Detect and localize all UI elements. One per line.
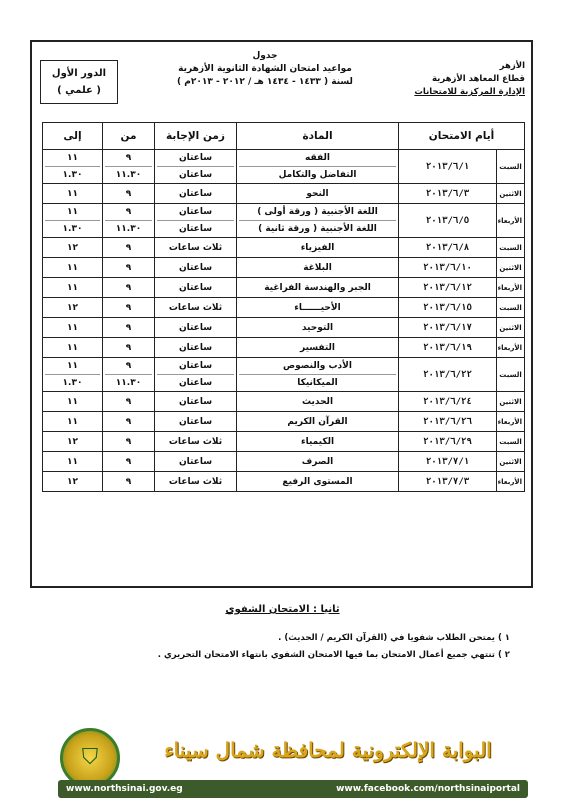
exam-date: ٢٠١٣/٦/١٠: [399, 258, 497, 278]
exam-end-time-cell: [43, 204, 103, 238]
exam-day: الأربعاء: [497, 472, 525, 492]
exam-start-time-cell: [103, 392, 155, 412]
exam-start-time-cell: [103, 150, 155, 184]
exam-duration: ساعتان: [157, 220, 234, 237]
exam-day: السبت: [497, 150, 525, 184]
oral-exam-title: ثانيا : الامتحان الشفوي: [225, 604, 340, 615]
exam-duration: ساعتان: [178, 361, 213, 371]
exam-duration-cell: [155, 258, 237, 278]
table-row: [43, 150, 525, 184]
north-sinai-emblem-icon: ⛉: [60, 728, 120, 788]
issuer-header: [375, 60, 525, 99]
exam-end-time-cell: [43, 412, 103, 432]
exam-duration-cell: [155, 298, 237, 318]
exam-subject: التفاضل والتكامل: [239, 166, 396, 183]
exam-start-time: ٩: [125, 476, 132, 487]
exam-duration: ثلاث ساعات: [168, 436, 223, 447]
exam-start-time: ٩: [125, 456, 132, 467]
exam-date: ٢٠١٣/٦/١٥: [399, 298, 497, 318]
exam-start-time: ٩: [125, 302, 132, 313]
exam-subject-cell: [237, 258, 399, 278]
exam-start-time: ١١.٣٠: [105, 166, 152, 183]
exam-end-time: ١١: [67, 456, 78, 467]
exam-start-time-cell: [103, 452, 155, 472]
exam-end-time: ١٢: [67, 302, 78, 313]
exam-start-time: ٩: [125, 188, 132, 199]
table-row: [43, 278, 525, 298]
portal-name: البوابة الإلكترونية لمحافظة شمال سيناء: [164, 738, 492, 762]
exam-start-time: ٩: [125, 361, 132, 371]
exam-start-time-cell: [103, 432, 155, 452]
exam-end-time-cell: [43, 338, 103, 358]
exam-start-time: ٩: [125, 262, 132, 273]
exam-start-time-cell: [103, 358, 155, 392]
exam-duration-cell: [155, 472, 237, 492]
exam-start-time: ١١.٣٠: [105, 220, 152, 237]
issuer-line-1: الأزهر: [499, 61, 525, 71]
exam-start-time-cell: [103, 472, 155, 492]
exam-date: ٢٠١٣/٧/٣: [399, 472, 497, 492]
exam-duration-cell: [155, 392, 237, 412]
exam-end-time-cell: [43, 452, 103, 472]
portal-footer: [0, 722, 565, 800]
exam-day: السبت: [497, 358, 525, 392]
oral-note-1: ١ ) يمتحن الطلاب شفويا في (القرآن الكريم / الحديث) .: [278, 633, 510, 643]
document-title: [150, 50, 380, 89]
exam-subject: الحديث: [301, 396, 334, 407]
exam-subject-cell: [237, 432, 399, 452]
table-row: [43, 258, 525, 278]
exam-start-time: ٩: [125, 207, 132, 217]
exam-subject-cell: [237, 204, 399, 238]
facebook-link[interactable]: www.facebook.com/northsinaiportal: [336, 784, 520, 794]
table-row: [43, 338, 525, 358]
exam-subject: التفسير: [299, 342, 336, 353]
exam-day: الأربعاء: [497, 338, 525, 358]
round-branch: ( علمي ): [57, 85, 101, 96]
exam-subject: الأحيــــــاء: [294, 302, 341, 313]
exam-day: السبت: [497, 432, 525, 452]
exam-day: الاثنين: [497, 258, 525, 278]
exam-day: الأربعاء: [497, 412, 525, 432]
exam-duration-cell: [155, 204, 237, 238]
exam-subject: الفيزياء: [300, 242, 335, 253]
exam-date: ٢٠١٣/٦/١٢: [399, 278, 497, 298]
exam-start-time-cell: [103, 258, 155, 278]
exam-day: الاثنين: [497, 452, 525, 472]
exam-end-time: ١.٣٠: [45, 220, 100, 237]
col-header-days: أيام الامتحان: [399, 123, 525, 150]
exam-date: ٢٠١٣/٧/١: [399, 452, 497, 472]
exam-subject: الفقه: [305, 153, 330, 163]
exam-end-time: ١١: [67, 416, 78, 427]
exam-start-time-cell: [103, 204, 155, 238]
exam-duration: ساعتان: [178, 342, 213, 353]
exam-day: الأربعاء: [497, 278, 525, 298]
exam-duration: ساعتان: [178, 207, 213, 217]
table-row: [43, 432, 525, 452]
table-row: [43, 184, 525, 204]
oral-note-2: ٢ ) تنتهي جميع أعمال الامتحان بما فيها الامتحان الشفوي بانتهاء الامتحان التحريري .: [157, 650, 510, 660]
exam-end-time: ١.٣٠: [45, 166, 100, 183]
exam-start-time: ٩: [125, 282, 132, 293]
exam-end-time: ١١: [67, 342, 78, 353]
exam-start-time: ١١.٣٠: [105, 374, 152, 391]
exam-date: ٢٠١٣/٦/١: [399, 150, 497, 184]
exam-duration: ساعتان: [178, 262, 213, 273]
exam-duration-cell: [155, 338, 237, 358]
exam-duration: ساعتان: [178, 416, 213, 427]
exam-end-time: ١١: [67, 361, 78, 371]
exam-duration-cell: [155, 432, 237, 452]
exam-schedule-table: [42, 122, 525, 492]
exam-duration: ساعتان: [178, 188, 213, 199]
table-row: [43, 358, 525, 392]
table-row: [43, 298, 525, 318]
exam-end-time-cell: [43, 392, 103, 412]
exam-subject: التوحيد: [301, 322, 334, 333]
exam-date: ٢٠١٣/٦/٢٤: [399, 392, 497, 412]
exam-subject: اللغة الأجنبية ( ورقة ثانية ): [239, 220, 396, 237]
issuer-line-2: قطاع المعاهد الأزهرية: [431, 74, 525, 84]
exam-end-time: ١١: [67, 262, 78, 273]
exam-subject-cell: [237, 150, 399, 184]
exam-duration-cell: [155, 150, 237, 184]
exam-date: ٢٠١٣/٦/٨: [399, 238, 497, 258]
exam-duration: ساعتان: [178, 322, 213, 333]
table-row: [43, 472, 525, 492]
exam-duration: ثلاث ساعات: [168, 302, 223, 313]
table-row: [43, 452, 525, 472]
exam-date: ٢٠١٣/٦/٢٩: [399, 432, 497, 452]
exam-end-time: ١١: [67, 153, 78, 163]
exam-duration: ثلاث ساعات: [168, 476, 223, 487]
exam-duration-cell: [155, 318, 237, 338]
exam-day: الاثنين: [497, 184, 525, 204]
exam-end-time: ١٢: [67, 242, 78, 253]
exam-date: ٢٠١٣/٦/٢٦: [399, 412, 497, 432]
table-row: [43, 204, 525, 238]
exam-end-time-cell: [43, 278, 103, 298]
exam-start-time-cell: [103, 318, 155, 338]
exam-end-time: ١١: [67, 282, 78, 293]
exam-subject: الميكانيكا: [239, 374, 396, 391]
exam-day: السبت: [497, 298, 525, 318]
exam-end-time-cell: [43, 238, 103, 258]
exam-subject-cell: [237, 318, 399, 338]
exam-end-time-cell: [43, 358, 103, 392]
title-line-2: مواعيد امتحان الشهادة الثانوية الأزهرية: [178, 64, 352, 74]
exam-end-time-cell: [43, 298, 103, 318]
exam-subject-cell: [237, 298, 399, 318]
exam-duration-cell: [155, 412, 237, 432]
exam-start-time: ٩: [125, 416, 132, 427]
issuer-line-3: الإدارة المركزية للامتحانات: [414, 87, 525, 97]
round-label: الدور الأول: [51, 68, 107, 79]
exam-subject-cell: [237, 338, 399, 358]
exam-subject: النحو: [306, 188, 329, 199]
exam-subject-cell: [237, 452, 399, 472]
exam-day: الاثنين: [497, 392, 525, 412]
oral-exam-notes: [50, 630, 510, 664]
exam-start-time: ٩: [125, 342, 132, 353]
exam-duration-cell: [155, 184, 237, 204]
title-line-1: جدول: [252, 51, 278, 61]
exam-round-box: [40, 60, 118, 104]
exam-subject-cell: [237, 392, 399, 412]
exam-subject: اللغة الأجنبية ( ورقة أولى ): [257, 207, 378, 217]
exam-end-time: ١١: [67, 207, 78, 217]
exam-end-time-cell: [43, 432, 103, 452]
col-header-duration: زمن الإجابة: [155, 123, 237, 150]
exam-end-time: ١٢: [67, 476, 78, 487]
exam-subject-cell: [237, 278, 399, 298]
exam-start-time: ٩: [125, 153, 132, 163]
exam-end-time: ١.٣٠: [45, 374, 100, 391]
exam-end-time-cell: [43, 258, 103, 278]
exam-duration: ساعتان: [178, 153, 213, 163]
exam-duration: ساعتان: [178, 456, 213, 467]
exam-duration: ثلاث ساعات: [168, 242, 223, 253]
exam-start-time: ٩: [125, 396, 132, 407]
exam-subject: الجبر والهندسة الفراغية: [264, 282, 371, 293]
exam-subject: البلاغة: [303, 262, 332, 273]
exam-day: الاثنين: [497, 318, 525, 338]
title-line-3: لسنة ( ١٤٣٣ - ١٤٣٤ هـ / ٢٠١٢ - ٢٠١٣م ): [177, 77, 353, 87]
exam-day: السبت: [497, 238, 525, 258]
exam-subject: القرآن الكريم: [287, 416, 348, 427]
exam-date: ٢٠١٣/٦/٢٢: [399, 358, 497, 392]
exam-start-time-cell: [103, 298, 155, 318]
exam-subject-cell: [237, 412, 399, 432]
exam-subject-cell: [237, 184, 399, 204]
exam-subject: الكيمياء: [300, 436, 335, 447]
exam-duration-cell: [155, 278, 237, 298]
exam-date: ٢٠١٣/٦/١٧: [399, 318, 497, 338]
exam-day: الأربعاء: [497, 204, 525, 238]
exam-subject-cell: [237, 472, 399, 492]
exam-duration: ساعتان: [178, 282, 213, 293]
exam-start-time: ٩: [125, 322, 132, 333]
footer-url-bar: [58, 780, 528, 798]
table-row: [43, 412, 525, 432]
exam-subject-cell: [237, 238, 399, 258]
exam-end-time-cell: [43, 318, 103, 338]
exam-start-time-cell: [103, 184, 155, 204]
exam-duration: ساعتان: [178, 396, 213, 407]
col-header-to: إلى: [43, 123, 103, 150]
exam-end-time: ١١: [67, 322, 78, 333]
exam-start-time-cell: [103, 238, 155, 258]
exam-start-time-cell: [103, 338, 155, 358]
exam-duration-cell: [155, 358, 237, 392]
table-row: [43, 238, 525, 258]
col-header-from: من: [103, 123, 155, 150]
exam-start-time: ٩: [125, 436, 132, 447]
exam-end-time: ١٢: [67, 436, 78, 447]
exam-date: ٢٠١٣/٦/١٩: [399, 338, 497, 358]
exam-subject: الأدب والنصوص: [283, 361, 352, 371]
exam-end-time-cell: [43, 150, 103, 184]
exam-duration-cell: [155, 452, 237, 472]
exam-start-time: ٩: [125, 242, 132, 253]
exam-end-time: ١١: [67, 188, 78, 199]
table-header-row: [43, 123, 525, 150]
exam-subject: الصرف: [301, 456, 334, 467]
exam-duration-cell: [155, 238, 237, 258]
exam-date: ٢٠١٣/٦/٣: [399, 184, 497, 204]
exam-date: ٢٠١٣/٦/٥: [399, 204, 497, 238]
exam-duration: ساعتان: [157, 374, 234, 391]
exam-duration: ساعتان: [157, 166, 234, 183]
table-row: [43, 392, 525, 412]
exam-start-time-cell: [103, 278, 155, 298]
exam-end-time-cell: [43, 472, 103, 492]
exam-start-time-cell: [103, 412, 155, 432]
exam-end-time: ١١: [67, 396, 78, 407]
website-link[interactable]: www.northsinai.gov.eg: [66, 784, 183, 794]
table-row: [43, 318, 525, 338]
exam-subject: المستوى الرفيع: [282, 476, 353, 487]
exam-subject-cell: [237, 358, 399, 392]
exam-end-time-cell: [43, 184, 103, 204]
col-header-subject: المادة: [237, 123, 399, 150]
